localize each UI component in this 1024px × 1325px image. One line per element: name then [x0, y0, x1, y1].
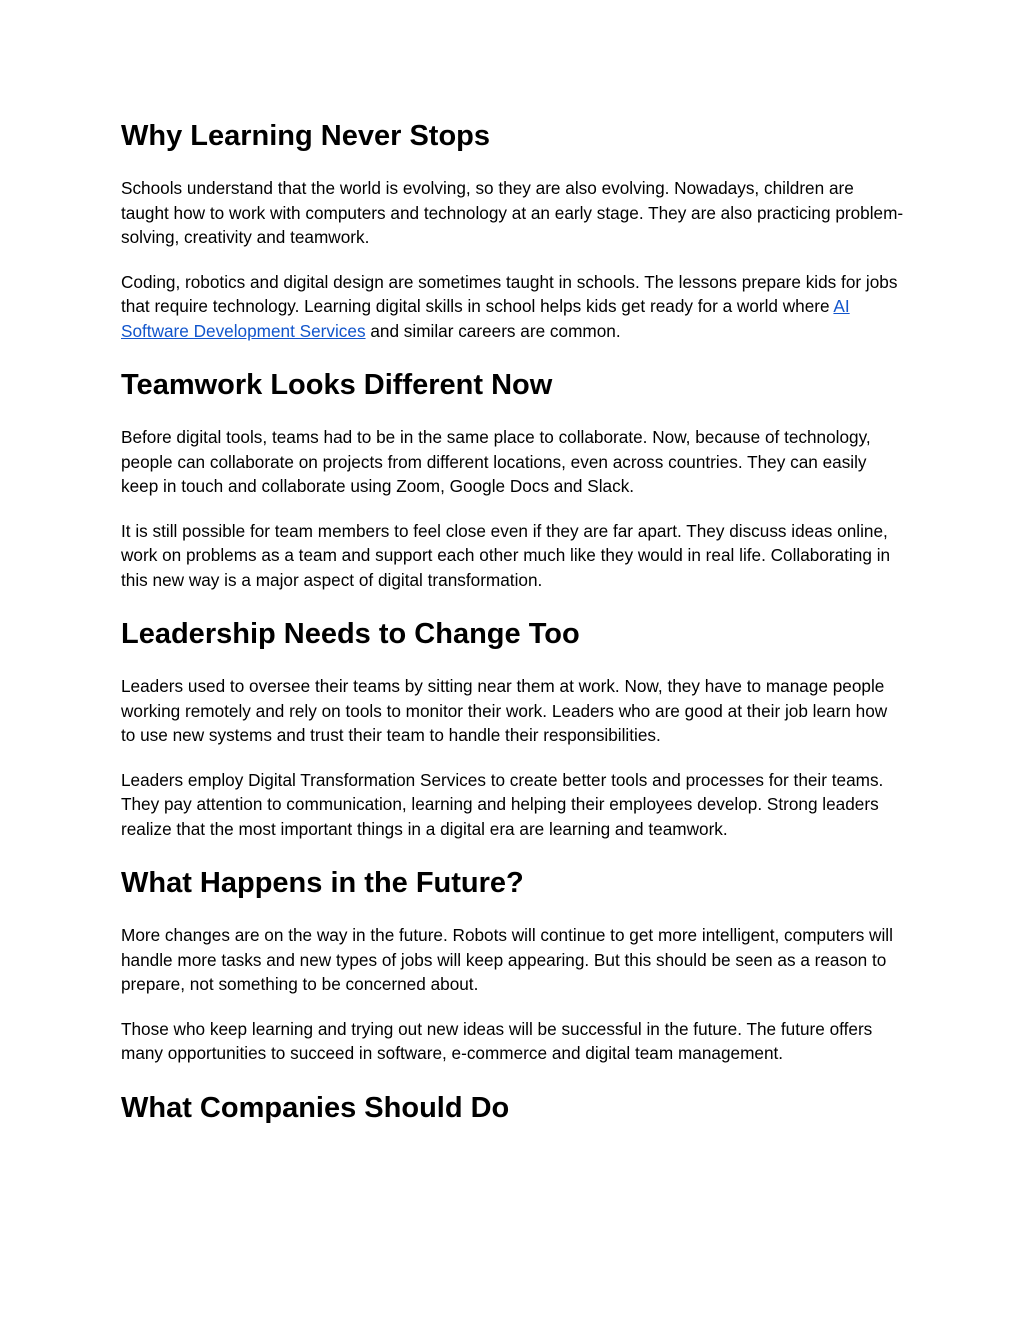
section-heading: What Companies Should Do: [121, 1091, 510, 1124]
section-heading: Why Learning Never Stops: [121, 120, 491, 152]
paragraph: More changes are on the way in the future. Robots will continue to get more intelligent, computers will handle more tasks and new types of jobs will keep appearing. But this should be seen as a reason to prepare, not something to be concerned about.: [121, 925, 893, 994]
paragraph: Before digital tools, teams had to be in the same place to collaborate. Now, because of technology, people can collaborate on projects from different locations, even across countries. They can easily keep in touch and collaborate using Zoom, Google Docs and Slack.: [121, 427, 871, 496]
paragraph-text: and similar careers are common.: [365, 320, 621, 341]
section-heading: Leadership Needs to Change Too: [121, 618, 580, 650]
paragraph: Schools understand that the world is evolving, so they are also evolving. Nowadays, children are taught how to work with computers and technology at an early stage. They are also practicing problem-solving, creativity and teamwork.: [121, 178, 904, 247]
paragraph-text: Coding, robotics and digital design are sometimes taught in schools. The lessons prepare kids for jobs that require technology. Learning digital skills in school helps kids get ready for a world where: [121, 271, 898, 316]
section-companies: [121, 1088, 904, 1128]
paragraph-with-link: [121, 270, 904, 344]
ai-software-development-link[interactable]: AI Software Development Services: [121, 296, 850, 341]
section-leadership: [121, 614, 904, 841]
section-why-learning: [121, 116, 904, 343]
section-future: [121, 863, 904, 1066]
section-teamwork: [121, 365, 904, 592]
section-heading: Teamwork Looks Different Now: [121, 369, 553, 401]
paragraph: Those who keep learning and trying out new ideas will be successful in the future. The future offers many opportunities to succeed in software, e-commerce and digital team management.: [121, 1018, 873, 1063]
section-heading: What Happens in the Future?: [121, 867, 524, 899]
paragraph: Leaders used to oversee their teams by sitting near them at work. Now, they have to manage people working remotely and rely on tools to monitor their work. Leaders who are good at their job learn how to use new systems and trust their team to handle their responsibilities.: [121, 676, 888, 745]
paragraph: Leaders employ Digital Transformation Services to create better tools and processes for their teams. They pay attention to communication, learning and helping their employees develop. Strong leaders realize that the most important things in a digital era are learning and teamwork.: [121, 769, 884, 839]
paragraph: It is still possible for team members to feel close even if they are far apart. They discuss ideas online, work on problems as a team and support each other much like they would in real life. Collaborating in this new way is a major aspect of digital transformation.: [121, 520, 891, 590]
